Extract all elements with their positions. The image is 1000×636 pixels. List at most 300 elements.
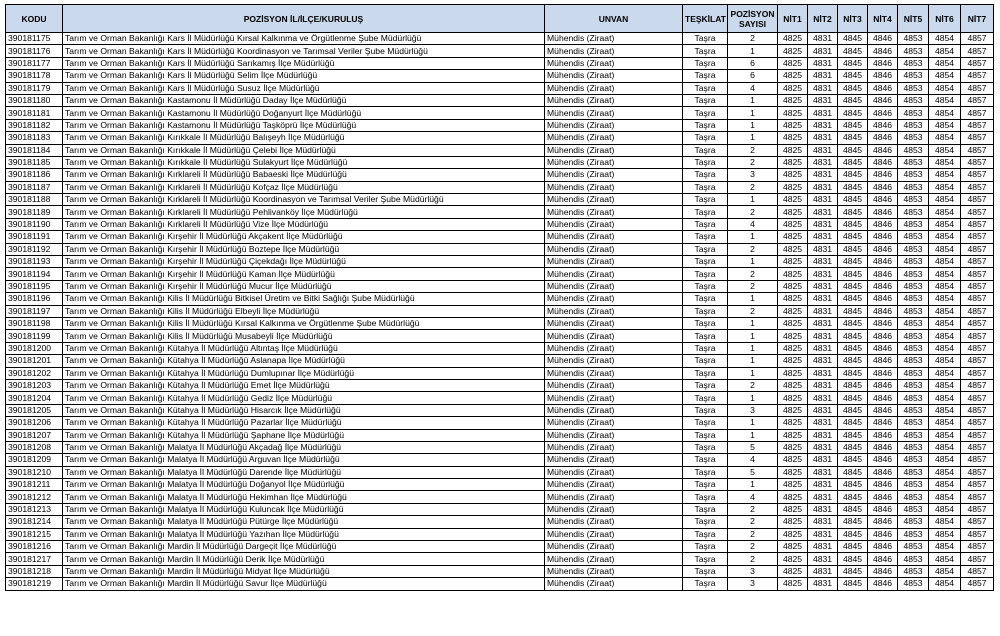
- cell-pozisyon: Tarım ve Orman Bakanlığı Kars İl Müdürlüğü Selim İlçe Müdürlüğü: [63, 70, 545, 82]
- cell-kodu: 390181209: [6, 454, 63, 466]
- cell-nit2: 4831: [808, 454, 838, 466]
- cell-unvan: Mühendis (Ziraat): [545, 417, 683, 429]
- cell-nit6: 4854: [929, 466, 961, 478]
- cell-nit3: 4845: [838, 33, 868, 45]
- cell-nit1: 4825: [778, 57, 808, 69]
- cell-pozisyon: Tarım ve Orman Bakanlığı Kastamonu İl Müdürlüğü Taşköprü İlçe Müdürlüğü: [63, 119, 545, 131]
- cell-teskilat: Taşra: [683, 144, 728, 156]
- cell-nit6: 4854: [929, 194, 961, 206]
- cell-pozisyon: Tarım ve Orman Bakanlığı Kırşehir İl Müdürlüğü Boztepe İlçe Müdürlüğü: [63, 243, 545, 255]
- cell-nit3: 4845: [838, 392, 868, 404]
- cell-nit5: 4853: [898, 503, 929, 515]
- cell-nit5: 4853: [898, 330, 929, 342]
- cell-kodu: 390181200: [6, 342, 63, 354]
- cell-nit7: 4857: [961, 516, 994, 528]
- cell-nit2: 4831: [808, 94, 838, 106]
- cell-teskilat: Taşra: [683, 305, 728, 317]
- cell-kodu: 390181194: [6, 268, 63, 280]
- cell-nit6: 4854: [929, 70, 961, 82]
- cell-nit3: 4845: [838, 206, 868, 218]
- cell-pozisyon-sayisi: 4: [728, 454, 778, 466]
- cell-nit5: 4853: [898, 466, 929, 478]
- cell-unvan: Mühendis (Ziraat): [545, 107, 683, 119]
- cell-nit5: 4853: [898, 70, 929, 82]
- cell-nit2: 4831: [808, 541, 838, 553]
- cell-nit2: 4831: [808, 305, 838, 317]
- cell-nit3: 4845: [838, 516, 868, 528]
- cell-nit6: 4854: [929, 404, 961, 416]
- table-row: [6, 218, 994, 230]
- cell-pozisyon-sayisi: 2: [728, 156, 778, 168]
- cell-nit5: 4853: [898, 454, 929, 466]
- cell-nit3: 4845: [838, 466, 868, 478]
- cell-nit6: 4854: [929, 45, 961, 57]
- cell-pozisyon-sayisi: 1: [728, 429, 778, 441]
- table-row: [6, 82, 994, 94]
- cell-unvan: Mühendis (Ziraat): [545, 243, 683, 255]
- cell-nit3: 4845: [838, 342, 868, 354]
- cell-nit6: 4854: [929, 132, 961, 144]
- cell-nit6: 4854: [929, 181, 961, 193]
- cell-teskilat: Taşra: [683, 70, 728, 82]
- cell-pozisyon: Tarım ve Orman Bakanlığı Kars İl Müdürlüğü Koordinasyon ve Tarımsal Veriler Şube Müdürlüğü: [63, 45, 545, 57]
- cell-nit4: 4846: [868, 330, 898, 342]
- cell-nit1: 4825: [778, 156, 808, 168]
- cell-nit4: 4846: [868, 404, 898, 416]
- cell-teskilat: Taşra: [683, 107, 728, 119]
- cell-nit3: 4845: [838, 330, 868, 342]
- cell-pozisyon: Tarım ve Orman Bakanlığı Malatya İl Müdürlüğü Arguvan İlçe Müdürlüğü: [63, 454, 545, 466]
- cell-teskilat: Taşra: [683, 528, 728, 540]
- cell-kodu: 390181185: [6, 156, 63, 168]
- cell-nit6: 4854: [929, 578, 961, 590]
- cell-nit3: 4845: [838, 317, 868, 329]
- cell-nit2: 4831: [808, 169, 838, 181]
- header-pozisyon-sayisi-line1: POZİSYON: [730, 8, 775, 19]
- cell-nit3: 4845: [838, 70, 868, 82]
- cell-nit2: 4831: [808, 317, 838, 329]
- cell-nit7: 4857: [961, 379, 994, 391]
- cell-nit2: 4831: [808, 441, 838, 453]
- cell-nit7: 4857: [961, 132, 994, 144]
- cell-nit2: 4831: [808, 528, 838, 540]
- cell-unvan: Mühendis (Ziraat): [545, 553, 683, 565]
- cell-pozisyon: Tarım ve Orman Bakanlığı Kilis İl Müdürlüğü Musabeyli İlçe Müdürlüğü: [63, 330, 545, 342]
- cell-nit6: 4854: [929, 553, 961, 565]
- cell-nit5: 4853: [898, 367, 929, 379]
- cell-nit3: 4845: [838, 45, 868, 57]
- cell-nit3: 4845: [838, 553, 868, 565]
- table-row: [6, 305, 994, 317]
- cell-kodu: 390181199: [6, 330, 63, 342]
- cell-kodu: 390181217: [6, 553, 63, 565]
- cell-pozisyon-sayisi: 1: [728, 132, 778, 144]
- cell-nit7: 4857: [961, 107, 994, 119]
- cell-pozisyon: Tarım ve Orman Bakanlığı Kırklareli İl Müdürlüğü Vize İlçe Müdürlüğü: [63, 218, 545, 230]
- cell-kodu: 390181179: [6, 82, 63, 94]
- cell-nit5: 4853: [898, 119, 929, 131]
- table-row: [6, 330, 994, 342]
- cell-nit1: 4825: [778, 181, 808, 193]
- cell-pozisyon-sayisi: 2: [728, 553, 778, 565]
- cell-nit4: 4846: [868, 293, 898, 305]
- cell-nit2: 4831: [808, 355, 838, 367]
- cell-teskilat: Taşra: [683, 181, 728, 193]
- table-row: [6, 404, 994, 416]
- cell-nit4: 4846: [868, 417, 898, 429]
- cell-pozisyon-sayisi: 2: [728, 305, 778, 317]
- cell-nit7: 4857: [961, 355, 994, 367]
- cell-nit6: 4854: [929, 392, 961, 404]
- cell-nit5: 4853: [898, 293, 929, 305]
- cell-nit2: 4831: [808, 516, 838, 528]
- cell-nit3: 4845: [838, 181, 868, 193]
- cell-nit6: 4854: [929, 441, 961, 453]
- cell-unvan: Mühendis (Ziraat): [545, 578, 683, 590]
- cell-nit3: 4845: [838, 218, 868, 230]
- cell-kodu: 390181191: [6, 231, 63, 243]
- cell-pozisyon-sayisi: 6: [728, 57, 778, 69]
- cell-teskilat: Taşra: [683, 417, 728, 429]
- table-row: [6, 231, 994, 243]
- cell-nit7: 4857: [961, 82, 994, 94]
- cell-nit1: 4825: [778, 144, 808, 156]
- cell-unvan: Mühendis (Ziraat): [545, 466, 683, 478]
- cell-nit2: 4831: [808, 404, 838, 416]
- cell-nit6: 4854: [929, 57, 961, 69]
- cell-kodu: 390181192: [6, 243, 63, 255]
- cell-pozisyon: Tarım ve Orman Bakanlığı Kırıkkale İl Müdürlüğü Çelebi İlçe Müdürlüğü: [63, 144, 545, 156]
- cell-teskilat: Taşra: [683, 491, 728, 503]
- table-row: [6, 132, 994, 144]
- cell-nit5: 4853: [898, 355, 929, 367]
- cell-kodu: 390181195: [6, 280, 63, 292]
- cell-pozisyon: Tarım ve Orman Bakanlığı Kilis İl Müdürlüğü Bitkisel Üretim ve Bitki Sağlığı Şube Müdürlüğü: [63, 293, 545, 305]
- cell-nit7: 4857: [961, 206, 994, 218]
- cell-kodu: 390181216: [6, 541, 63, 553]
- cell-nit2: 4831: [808, 342, 838, 354]
- cell-pozisyon-sayisi: 2: [728, 33, 778, 45]
- cell-pozisyon-sayisi: 2: [728, 379, 778, 391]
- cell-nit3: 4845: [838, 503, 868, 515]
- cell-nit6: 4854: [929, 317, 961, 329]
- cell-nit2: 4831: [808, 194, 838, 206]
- cell-nit3: 4845: [838, 491, 868, 503]
- cell-nit3: 4845: [838, 367, 868, 379]
- cell-nit7: 4857: [961, 404, 994, 416]
- cell-nit4: 4846: [868, 342, 898, 354]
- cell-nit1: 4825: [778, 392, 808, 404]
- cell-nit4: 4846: [868, 503, 898, 515]
- cell-unvan: Mühendis (Ziraat): [545, 565, 683, 577]
- table-row: [6, 541, 994, 553]
- cell-kodu: 390181207: [6, 429, 63, 441]
- cell-kodu: 390181214: [6, 516, 63, 528]
- cell-nit4: 4846: [868, 466, 898, 478]
- cell-pozisyon: Tarım ve Orman Bakanlığı Malatya İl Müdürlüğü Kuluncak İlçe Müdürlüğü: [63, 503, 545, 515]
- cell-nit7: 4857: [961, 194, 994, 206]
- cell-nit4: 4846: [868, 280, 898, 292]
- cell-nit7: 4857: [961, 466, 994, 478]
- cell-nit4: 4846: [868, 243, 898, 255]
- cell-nit4: 4846: [868, 194, 898, 206]
- cell-nit7: 4857: [961, 70, 994, 82]
- cell-pozisyon-sayisi: 1: [728, 342, 778, 354]
- cell-nit2: 4831: [808, 243, 838, 255]
- cell-pozisyon-sayisi: 5: [728, 466, 778, 478]
- cell-pozisyon-sayisi: 2: [728, 516, 778, 528]
- cell-pozisyon-sayisi: 2: [728, 541, 778, 553]
- header-nit1: NİT1: [778, 5, 808, 33]
- cell-kodu: 390181184: [6, 144, 63, 156]
- cell-nit6: 4854: [929, 268, 961, 280]
- table-row: [6, 45, 994, 57]
- table-row: [6, 107, 994, 119]
- cell-nit7: 4857: [961, 181, 994, 193]
- cell-nit5: 4853: [898, 144, 929, 156]
- cell-teskilat: Taşra: [683, 293, 728, 305]
- cell-nit2: 4831: [808, 218, 838, 230]
- cell-nit2: 4831: [808, 70, 838, 82]
- cell-pozisyon: Tarım ve Orman Bakanlığı Kütahya İl Müdürlüğü Aslanapa İlçe Müdürlüğü: [63, 355, 545, 367]
- cell-nit1: 4825: [778, 379, 808, 391]
- cell-pozisyon-sayisi: 1: [728, 392, 778, 404]
- cell-nit7: 4857: [961, 256, 994, 268]
- cell-nit1: 4825: [778, 479, 808, 491]
- cell-nit3: 4845: [838, 119, 868, 131]
- cell-pozisyon-sayisi: 4: [728, 218, 778, 230]
- cell-nit3: 4845: [838, 565, 868, 577]
- table-row: [6, 280, 994, 292]
- cell-unvan: Mühendis (Ziraat): [545, 342, 683, 354]
- cell-nit5: 4853: [898, 82, 929, 94]
- cell-pozisyon-sayisi: 3: [728, 169, 778, 181]
- header-nit4: NİT4: [868, 5, 898, 33]
- table-row: [6, 578, 994, 590]
- cell-nit1: 4825: [778, 565, 808, 577]
- cell-nit1: 4825: [778, 454, 808, 466]
- cell-unvan: Mühendis (Ziraat): [545, 330, 683, 342]
- cell-nit3: 4845: [838, 454, 868, 466]
- cell-unvan: Mühendis (Ziraat): [545, 280, 683, 292]
- cell-teskilat: Taşra: [683, 429, 728, 441]
- cell-nit5: 4853: [898, 194, 929, 206]
- cell-nit2: 4831: [808, 293, 838, 305]
- cell-pozisyon-sayisi: 4: [728, 82, 778, 94]
- table-row: [6, 57, 994, 69]
- cell-nit2: 4831: [808, 33, 838, 45]
- cell-nit2: 4831: [808, 206, 838, 218]
- cell-pozisyon-sayisi: 5: [728, 441, 778, 453]
- cell-nit4: 4846: [868, 392, 898, 404]
- table-row: [6, 367, 994, 379]
- cell-pozisyon: Tarım ve Orman Bakanlığı Kilis İl Müdürlüğü Kırsal Kalkınma ve Örgütlenme Şube Müdürlüğü: [63, 317, 545, 329]
- cell-teskilat: Taşra: [683, 565, 728, 577]
- cell-nit6: 4854: [929, 491, 961, 503]
- cell-nit3: 4845: [838, 541, 868, 553]
- cell-teskilat: Taşra: [683, 392, 728, 404]
- cell-pozisyon-sayisi: 3: [728, 565, 778, 577]
- cell-nit7: 4857: [961, 305, 994, 317]
- cell-nit1: 4825: [778, 317, 808, 329]
- cell-unvan: Mühendis (Ziraat): [545, 70, 683, 82]
- cell-nit4: 4846: [868, 144, 898, 156]
- cell-nit1: 4825: [778, 45, 808, 57]
- cell-nit5: 4853: [898, 491, 929, 503]
- cell-nit6: 4854: [929, 503, 961, 515]
- cell-nit1: 4825: [778, 429, 808, 441]
- cell-unvan: Mühendis (Ziraat): [545, 454, 683, 466]
- cell-nit7: 4857: [961, 144, 994, 156]
- cell-pozisyon-sayisi: 1: [728, 367, 778, 379]
- cell-teskilat: Taşra: [683, 578, 728, 590]
- cell-unvan: Mühendis (Ziraat): [545, 231, 683, 243]
- cell-nit4: 4846: [868, 454, 898, 466]
- cell-nit1: 4825: [778, 541, 808, 553]
- cell-nit4: 4846: [868, 82, 898, 94]
- cell-nit4: 4846: [868, 317, 898, 329]
- cell-nit3: 4845: [838, 243, 868, 255]
- cell-nit2: 4831: [808, 256, 838, 268]
- cell-nit6: 4854: [929, 355, 961, 367]
- cell-nit3: 4845: [838, 379, 868, 391]
- cell-nit2: 4831: [808, 479, 838, 491]
- cell-teskilat: Taşra: [683, 503, 728, 515]
- cell-kodu: 390181203: [6, 379, 63, 391]
- table-row: [6, 119, 994, 131]
- cell-nit1: 4825: [778, 169, 808, 181]
- cell-nit2: 4831: [808, 268, 838, 280]
- cell-kodu: 390181213: [6, 503, 63, 515]
- cell-nit7: 4857: [961, 429, 994, 441]
- cell-nit1: 4825: [778, 342, 808, 354]
- cell-nit1: 4825: [778, 441, 808, 453]
- cell-unvan: Mühendis (Ziraat): [545, 169, 683, 181]
- cell-nit2: 4831: [808, 578, 838, 590]
- cell-nit1: 4825: [778, 330, 808, 342]
- cell-nit6: 4854: [929, 330, 961, 342]
- table-body: [6, 33, 994, 591]
- cell-pozisyon-sayisi: 6: [728, 70, 778, 82]
- cell-nit7: 4857: [961, 330, 994, 342]
- cell-pozisyon-sayisi: 1: [728, 231, 778, 243]
- cell-nit7: 4857: [961, 268, 994, 280]
- table-row: [6, 33, 994, 45]
- cell-kodu: 390181193: [6, 256, 63, 268]
- cell-unvan: Mühendis (Ziraat): [545, 194, 683, 206]
- cell-pozisyon-sayisi: 1: [728, 417, 778, 429]
- cell-nit7: 4857: [961, 528, 994, 540]
- cell-pozisyon: Tarım ve Orman Bakanlığı Kırıkkale İl Müdürlüğü Balışeyh İlçe Müdürlüğü: [63, 132, 545, 144]
- cell-nit6: 4854: [929, 479, 961, 491]
- cell-teskilat: Taşra: [683, 404, 728, 416]
- cell-teskilat: Taşra: [683, 169, 728, 181]
- cell-pozisyon: Tarım ve Orman Bakanlığı Kütahya İl Müdürlüğü Pazarlar İlçe Müdürlüğü: [63, 417, 545, 429]
- cell-nit7: 4857: [961, 57, 994, 69]
- cell-nit6: 4854: [929, 82, 961, 94]
- cell-nit2: 4831: [808, 379, 838, 391]
- cell-kodu: 390181212: [6, 491, 63, 503]
- cell-pozisyon-sayisi: 4: [728, 491, 778, 503]
- cell-pozisyon-sayisi: 1: [728, 107, 778, 119]
- cell-nit7: 4857: [961, 119, 994, 131]
- cell-teskilat: Taşra: [683, 454, 728, 466]
- cell-nit7: 4857: [961, 578, 994, 590]
- cell-nit7: 4857: [961, 367, 994, 379]
- cell-nit3: 4845: [838, 305, 868, 317]
- cell-kodu: 390181208: [6, 441, 63, 453]
- cell-nit6: 4854: [929, 231, 961, 243]
- cell-kodu: 390181218: [6, 565, 63, 577]
- cell-unvan: Mühendis (Ziraat): [545, 541, 683, 553]
- cell-nit5: 4853: [898, 417, 929, 429]
- cell-pozisyon-sayisi: 3: [728, 578, 778, 590]
- cell-pozisyon: Tarım ve Orman Bakanlığı Kırşehir İl Müdürlüğü Çiçekdağı İlçe Müdürlüğü: [63, 256, 545, 268]
- cell-nit1: 4825: [778, 218, 808, 230]
- cell-pozisyon: Tarım ve Orman Bakanlığı Mardin İl Müdürlüğü Midyat İlçe Müdürlüğü: [63, 565, 545, 577]
- cell-pozisyon-sayisi: 1: [728, 355, 778, 367]
- cell-nit7: 4857: [961, 317, 994, 329]
- cell-nit5: 4853: [898, 107, 929, 119]
- cell-nit5: 4853: [898, 206, 929, 218]
- cell-nit7: 4857: [961, 479, 994, 491]
- cell-nit2: 4831: [808, 466, 838, 478]
- cell-nit4: 4846: [868, 256, 898, 268]
- cell-kodu: 390181186: [6, 169, 63, 181]
- cell-nit5: 4853: [898, 429, 929, 441]
- cell-unvan: Mühendis (Ziraat): [545, 82, 683, 94]
- cell-kodu: 390181178: [6, 70, 63, 82]
- cell-nit5: 4853: [898, 45, 929, 57]
- cell-teskilat: Taşra: [683, 367, 728, 379]
- cell-nit1: 4825: [778, 33, 808, 45]
- cell-nit5: 4853: [898, 479, 929, 491]
- cell-unvan: Mühendis (Ziraat): [545, 528, 683, 540]
- cell-nit4: 4846: [868, 565, 898, 577]
- cell-pozisyon: Tarım ve Orman Bakanlığı Kırklareli İl Müdürlüğü Koordinasyon ve Tarımsal Veriler Şube Müdürlüğü: [63, 194, 545, 206]
- cell-nit5: 4853: [898, 342, 929, 354]
- cell-nit4: 4846: [868, 367, 898, 379]
- header-pozisyon-sayisi: [728, 5, 778, 33]
- cell-nit6: 4854: [929, 293, 961, 305]
- table-row: [6, 144, 994, 156]
- cell-nit7: 4857: [961, 45, 994, 57]
- cell-nit4: 4846: [868, 305, 898, 317]
- cell-teskilat: Taşra: [683, 94, 728, 106]
- cell-nit5: 4853: [898, 404, 929, 416]
- cell-nit6: 4854: [929, 33, 961, 45]
- cell-kodu: 390181219: [6, 578, 63, 590]
- cell-nit6: 4854: [929, 156, 961, 168]
- cell-pozisyon: Tarım ve Orman Bakanlığı Kırıkkale İl Müdürlüğü Sulakyurt İlçe Müdürlüğü: [63, 156, 545, 168]
- cell-kodu: 390181182: [6, 119, 63, 131]
- cell-nit5: 4853: [898, 181, 929, 193]
- cell-nit3: 4845: [838, 107, 868, 119]
- cell-nit3: 4845: [838, 169, 868, 181]
- cell-unvan: Mühendis (Ziraat): [545, 355, 683, 367]
- cell-pozisyon-sayisi: 1: [728, 194, 778, 206]
- cell-nit5: 4853: [898, 94, 929, 106]
- cell-nit1: 4825: [778, 94, 808, 106]
- cell-pozisyon-sayisi: 1: [728, 45, 778, 57]
- table-row: [6, 379, 994, 391]
- cell-nit3: 4845: [838, 132, 868, 144]
- cell-teskilat: Taşra: [683, 355, 728, 367]
- cell-nit1: 4825: [778, 119, 808, 131]
- cell-kodu: 390181177: [6, 57, 63, 69]
- table-row: [6, 392, 994, 404]
- cell-nit2: 4831: [808, 491, 838, 503]
